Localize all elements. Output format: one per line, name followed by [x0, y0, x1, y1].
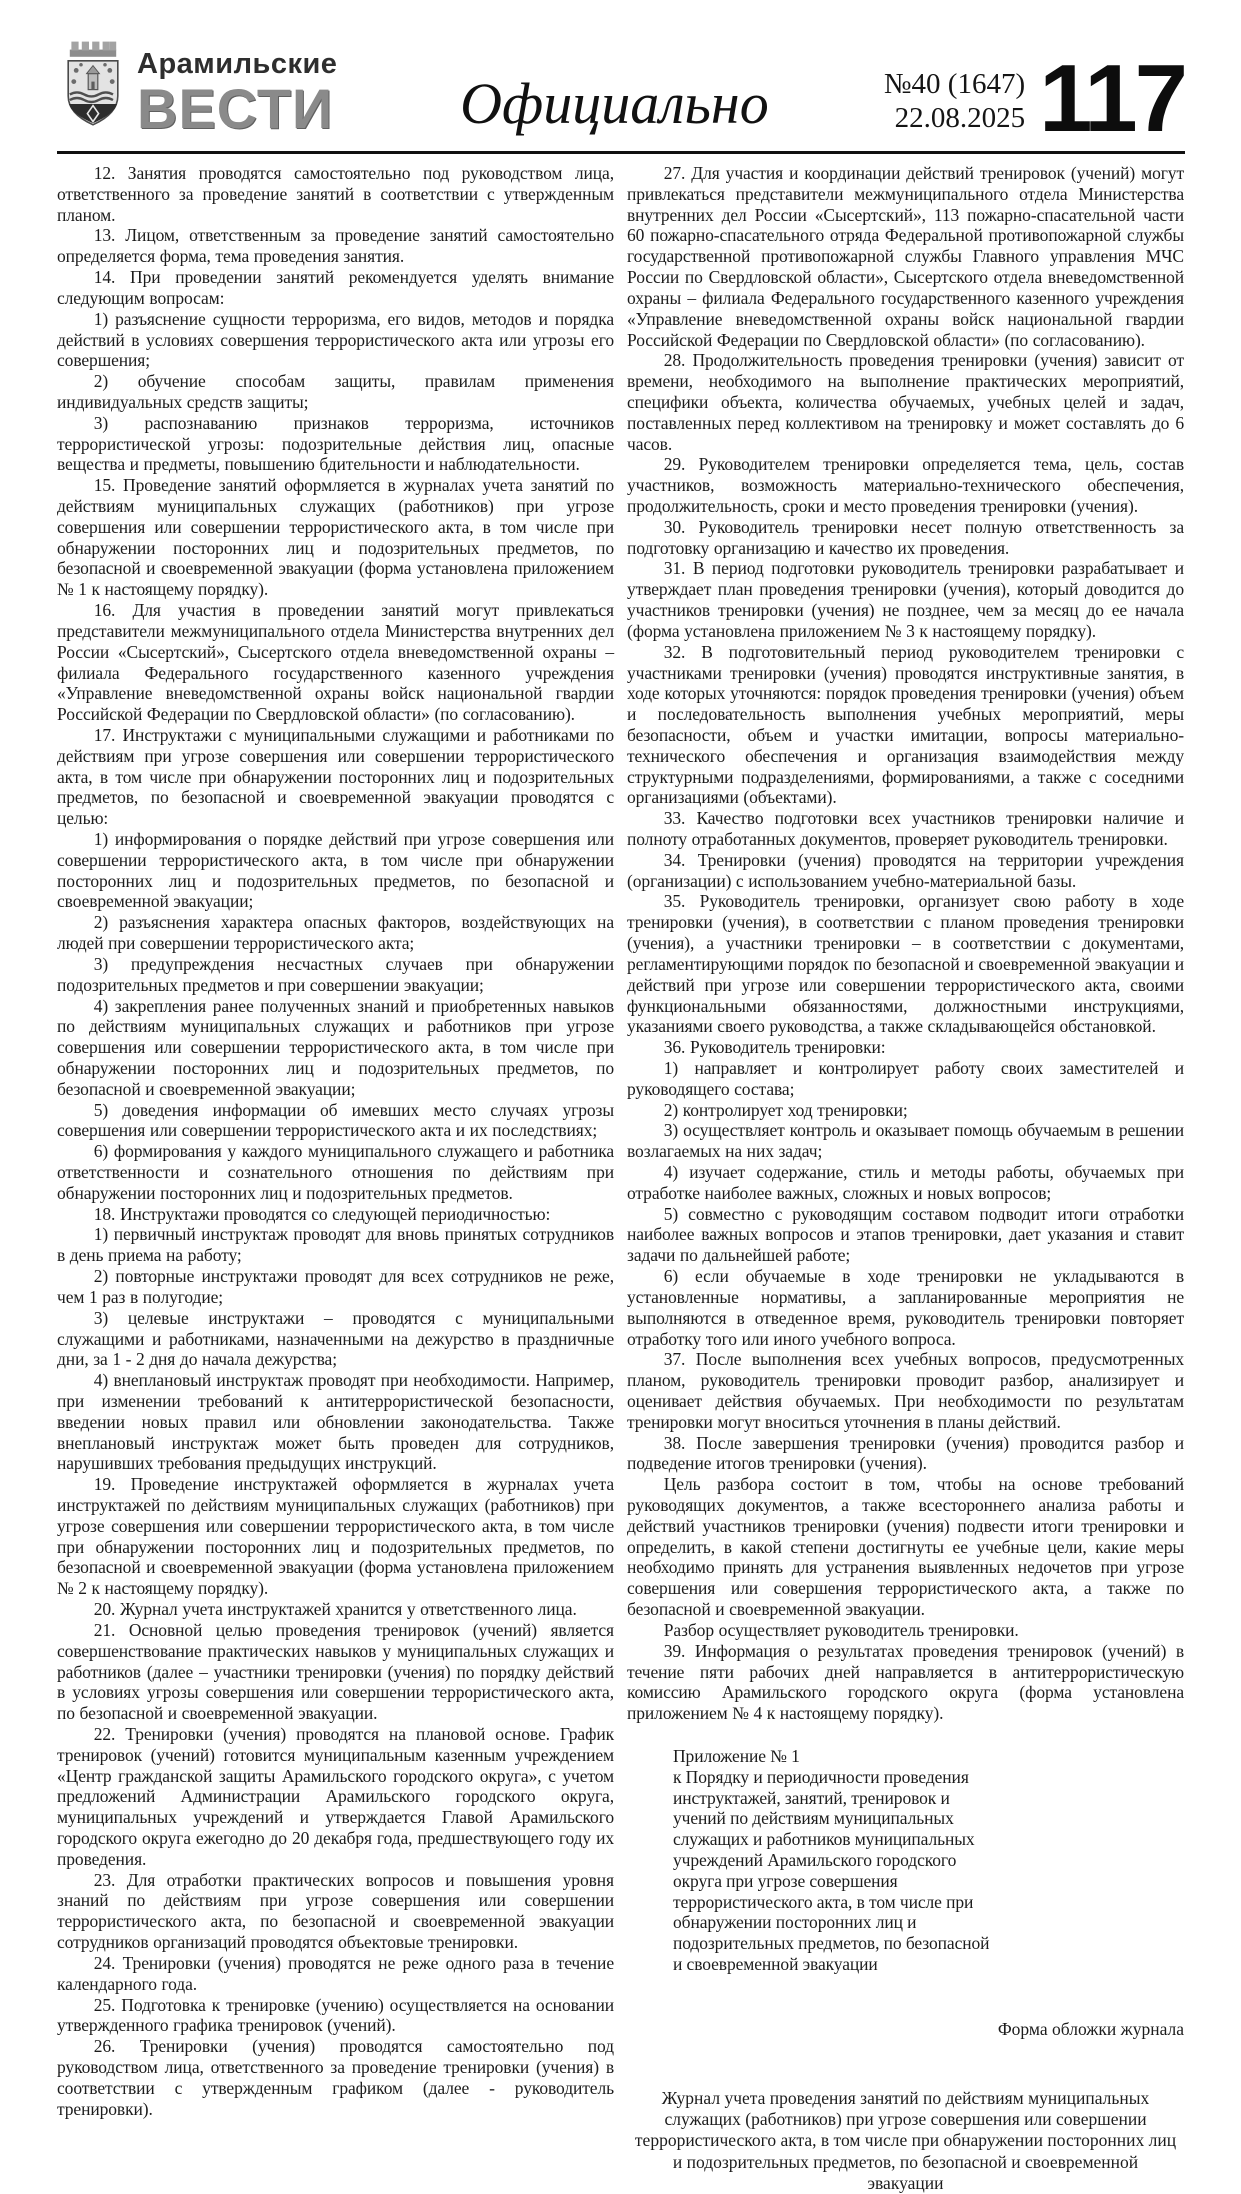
paragraph: 5) доведения информации об имевших место случаях угрозы совершения или совершении террористического акта и их последствиях; — [57, 1099, 614, 1141]
paragraph: 32. В подготовительный период руководителем тренировки с участниками тренировки (учения) проводятся инструктивные занятия, в ходе которых уточняются: порядок проведения тренировки (учения) объем и последовательность выполнения учебных мероприятий, меры безопасности, объем и участки имитации, вопросы материально-технического обеспечения и организация взаимодействия между структурными подразделениями, формированиями, а также с соседними организациями (объектами). — [627, 641, 1184, 808]
page-number: 117 — [1039, 45, 1185, 153]
appendix-line: инструктажей, занятий, тренировок и — [673, 1787, 950, 1808]
paragraph: 3) осуществляет контроль и оказывает помощь обучаемым в решении возлагаемых на них задач; — [627, 1120, 1184, 1162]
appendix-line: подозрительных предметов, по безопасной — [673, 1933, 990, 1954]
paragraph: Разбор осуществляет руководитель тренировки. — [663, 1619, 1019, 1640]
paragraph: 23. Для отработки практических вопросов и повышения уровня знаний по действиям при угрозе совершения или совершении террористического акта, по безопасной и своевременной эвакуации сотрудников организаций проводятся объектовые тренировки. — [57, 1869, 614, 1953]
paragraph: 38. После завершения тренировки (учения) проводится разбор и подведение итогов тренировки (учения). — [627, 1432, 1184, 1474]
brand-name-bottom: ВЕСТИ — [137, 77, 334, 140]
brand-name-top: Арамильские — [137, 48, 338, 80]
appendix-line: Приложение № 1 — [673, 1745, 800, 1766]
paragraph: 16. Для участия в проведении занятий могут привлекаться представители межмуниципального отдела Министерства внутренних дел России «Сысертский», Сысертского отдела вневедомственной охраны – филиала Федерального государственного казенного учреждения «Управление вневедомственной охраны войск национальной гвардии Российской Федерации по Свердловской области» (по согласованию). — [57, 600, 614, 725]
paragraph: 1) направляет и контролирует работу своих заместителей и руководящего состава; — [627, 1057, 1184, 1099]
appendix-line: террористического акта, в том числе при — [673, 1891, 974, 1912]
issue-date: 22.08.2025 — [894, 101, 1026, 134]
masthead — [57, 0, 1185, 154]
right-column — [627, 163, 1184, 2194]
paragraph: 19. Проведение инструктажей оформляется в журналах учета инструктажей по действиям муниципальных служащих (работников) при угрозе совершения или совершении террористического акта, в том числе при обнаружении посторонних лиц и подозрительных предметов, по безопасной и своевременной эвакуации (форма установлена приложением № 2 к настоящему порядку). — [57, 1474, 614, 1599]
paragraph: 3) целевые инструктажи – проводятся с муниципальными служащими и работниками, назначенными на дежурство в праздничные дни, за 1 - 2 дня до начала дежурства; — [57, 1307, 614, 1370]
appendix-line: и своевременной эвакуации — [673, 1954, 878, 1975]
paragraph: 12. Занятия проводятся самостоятельно под руководством лица, ответственного за проведение занятий в соответствии с утвержденным планом. — [57, 163, 614, 225]
journal-title: Журнал учета проведения занятий по действиям муниципальных служащих (работников) при угрозе совершения или совершении террористического акта, в том числе при обнаружении посторонних лиц и подозрительных предметов, по безопасной и своевременной эвакуации — [634, 2087, 1177, 2194]
article-body — [0, 154, 1241, 2194]
paragraph: 18. Инструктажи проводятся со следующей периодичностью: — [93, 1203, 551, 1224]
paragraph: 25. Подготовка к тренировке (учению) осуществляется на основании утвержденного графика тренировок (учений). — [57, 1994, 614, 2036]
paragraph: 27. Для участия и координации действий тренировок (учений) могут привлекаться представители межмуниципального отдела Министерства внутренних дел России «Сысертский», 113 пожарно-спасательной части 60 пожарно-спасательного отряда Федеральной противопожарной службы государственной противопожарной службы Главного управления МЧС России по Свердловской области», Сысертского отдела вневедомственной охраны – филиала Федерального государственного казенного учреждения «Управление вневедомственной охраны войск национальной гвардии Российской Федерации по Свердловской области» (по согласованию). — [627, 163, 1184, 350]
paragraph: 6) если обучаемые в ходе тренировки не укладываются в установленные нормативы, а запланированные мероприятия не выполняются в отведенное время, руководитель тренировки повторяет отработку того или иного учебного вопроса. — [627, 1266, 1184, 1349]
paragraph: 36. Руководитель тренировки: — [663, 1037, 886, 1058]
paragraph: 1) разъяснение сущности терроризма, его видов, методов и порядка действий в условиях совершения террористического акта или угрозы его совершения; — [57, 308, 614, 371]
paragraph: 2) контролирует ход тренировки; — [663, 1099, 908, 1120]
right-column-paragraphs — [627, 163, 1184, 1724]
paragraph: 20. Журнал учета инструктажей хранится у ответственного лица. — [93, 1599, 577, 1620]
appendix-line: учений по действиям муниципальных — [673, 1808, 954, 1829]
paragraph: 34. Тренировки (учения) проводятся на территории учреждения (организации) с использованием учебно-материальной базы. — [627, 849, 1184, 891]
appendix-line: служащих и работников муниципальных — [673, 1829, 975, 1850]
brand-block — [57, 40, 345, 140]
paragraph: 28. Продолжительность проведения тренировки (учения) зависит от времени, необходимого на выполнение практических мероприятий, специфики объекта, количества обучаемых, учебных целей и задач, поставленных перед коллективом на тренировку и может составлять до 6 часов. — [627, 350, 1184, 454]
paragraph: 14. При проведении занятий рекомендуется уделять внимание следующим вопросам: — [57, 267, 614, 308]
paragraph: 24. Тренировки (учения) проводятся не реже одного раза в течение календарного года. — [57, 1952, 614, 1994]
paragraph: 33. Качество подготовки всех участников тренировки наличие и полноту отработанных документов, проверяет руководитель тренировки. — [627, 808, 1184, 849]
paragraph: 31. В период подготовки руководитель тренировки разрабатывает и утверждает план проведения тренировки (учения), который доводится до участников тренировки (учения) не позднее, чем за месяц до ее начала (форма установлена приложением № 3 к настоящему порядку). — [627, 558, 1184, 641]
paragraph: 3) распознаванию признаков терроризма, источников террористической угрозы: подозрительные действия лиц, опасные вещества и предметы, повышению бдительности и наблюдательности. — [57, 412, 614, 475]
paragraph: Цель разбора состоит в том, чтобы на основе требований руководящих документов, а также всестороннего анализа работы и действий участников тренировки (учения) подвести итоги тренировки и определить, в какой степени достигнуты ее учебные цели, какие меры необходимо принять для устранения выявленных недочетов при угрозе совершения или совершения террористического акта, а также по безопасной и своевременной эвакуации. — [627, 1474, 1184, 1620]
left-column — [57, 163, 614, 2194]
aramil-coat-of-arms-icon — [57, 40, 129, 133]
appendix-line: к Порядку и периодичности проведения — [673, 1766, 969, 1787]
paragraph: 6) формирования у каждого муниципального служащего и работника ответственности и сознательного отношения по действиям при обнаружении посторонних лиц и подозрительных предметов. — [57, 1141, 614, 1203]
section-title: Официально — [460, 71, 769, 136]
appendix-block — [673, 1746, 1093, 1975]
paragraph: 5) совместно с руководящим составом подводит итоги отработки наиболее важных вопросов и этапов тренировки, дает указания и ставит задачи по дальнейшей работе; — [627, 1203, 1184, 1266]
paragraph: 39. Информация о результатах проведения тренировок (учений) в течение пяти рабочих дней направляется в антитеррористическую комиссию Арамильского городского округа (форма установлена приложением № 4 к настоящему порядку). — [627, 1640, 1184, 1724]
paragraph: 13. Лицом, ответственным за проведение занятий самостоятельно определяется форма, тема проведения занятия. — [57, 225, 614, 267]
paragraph: 15. Проведение занятий оформляется в журналах учета занятий по действиям муниципальных служащих (работников) при угрозе совершения или совершении террористического акта, в том числе при обнаружении посторонних лиц и подозрительных предметов, по безопасной и своевременной эвакуации (форма установлена приложением № 1 к настоящему порядку). — [57, 475, 614, 600]
paragraph: 35. Руководитель тренировки, организует свою работу в ходе тренировки (учения), в соответствии с планом проведения тренировки (учения), а участники тренировки – в соответствии с документами, регламентирующими порядок по безопасной и своевременной эвакуации и действий при угрозе или совершении террористического акта, своими функциональными обязанностями, должностными инструкциями, указаниями своего руководства, а также складывающейся обстановкой. — [627, 891, 1184, 1037]
paragraph: 1) информирования о порядке действий при угрозе совершения или совершении террористического акта, в том числе при обнаружении посторонних лиц и подозрительных предметов, по безопасной и своевременной эвакуации; — [57, 829, 614, 912]
paragraph: 2) повторные инструктажи проводят для всех сотрудников не реже, чем 1 раз в полугодие; — [57, 1266, 614, 1307]
issue-number: №40 (1647) — [883, 68, 1026, 101]
paragraph: 26. Тренировки (учения) проводятся самостоятельно под руководством лица, ответственного за проведение тренировки (учения) в соответствии с утвержденным графиком (далее - руководитель тренировки). — [57, 2036, 614, 2119]
paragraph: 37. После выполнения всех учебных вопросов, предусмотренных планом, руководитель тренировки проводит разбор, анализирует и оценивает действия обучаемых. При необходимости по результатам тренировки могут вноситься уточнения в планы действий. — [627, 1349, 1184, 1432]
paragraph: 30. Руководитель тренировки несет полную ответственность за подготовку организацию и качество их проведения. — [627, 516, 1184, 558]
paragraph: 4) изучает содержание, стиль и методы работы, обучаемых при отработке наиболее важных, сложных и новых вопросов; — [627, 1162, 1184, 1203]
paragraph: 2) разъяснения характера опасных факторов, воздействующих на людей при совершении террористического акта; — [57, 912, 614, 954]
paragraph: 17. Инструктажи с муниципальными служащими и работниками по действиям при угрозе совершения или совершении террористического акта, в том числе при обнаружении посторонних лиц и подозрительных предметов, по безопасной и своевременной эвакуации проводятся с целью: — [57, 724, 614, 829]
appendix-line: обнаружении посторонних лиц и — [673, 1912, 917, 1933]
brand-text — [137, 40, 338, 140]
paragraph: 22. Тренировки (учения) проводятся на плановой основе. График тренировок (учений) готовится муниципальным казенным учреждением «Центр гражданской защиты Арамильского городского округа», с учетом предложений Администрации Арамильского городского округа, муниципальных учреждений и утверждается Главой Арамильского городского округа ежегодно до 20 декабря года, предшествующего году их проведения. — [57, 1723, 614, 1869]
appendix-line: округа при угрозе совершения — [673, 1870, 898, 1891]
paragraph: 21. Основной целью проведения тренировок (учений) является совершенствование практических навыков у муниципальных служащих и работников (далее – участники тренировки (учения) по порядку действий в условиях угрозы совершения или совершении террористического акта, по безопасной и своевременной эвакуации. — [57, 1619, 614, 1724]
paragraph: 29. Руководителем тренировки определяется тема, цель, состав участников, возможность материально-технического обеспечения, продолжительность, сроки и место проведения тренировки (учения). — [627, 454, 1184, 516]
paragraph: 4) закрепления ранее полученных знаний и приобретенных навыков по действиям муниципальных служащих и работников при угрозе совершения или совершении террористического акта, в том числе при обнаружении посторонних лиц и подозрительных предметов, по безопасной и своевременной эвакуации; — [57, 995, 614, 1099]
form-cover-label: Форма обложки журнала — [997, 2018, 1184, 2039]
paragraph: 4) внеплановый инструктаж проводят при необходимости. Например, при изменении требований к антитеррористической безопасности, введении новых правил или обновлении законодательства. Также внеплановый инструктаж может быть проведен для сотрудников, нарушивших требования предыдущих инструкций. — [57, 1370, 614, 1474]
paragraph: 1) первичный инструктаж проводят для вновь принятых сотрудников в день приема на работу; — [57, 1224, 614, 1266]
appendix-line: учреждений Арамильского городского — [673, 1850, 957, 1870]
paragraph: 3) предупреждения несчастных случаев при обнаружении подозрительных предметов и при совершении эвакуации; — [57, 953, 614, 995]
issue-block — [884, 68, 1025, 137]
paragraph: 2) обучение способам защиты, правилам применения индивидуальных средств защиты; — [57, 371, 614, 412]
